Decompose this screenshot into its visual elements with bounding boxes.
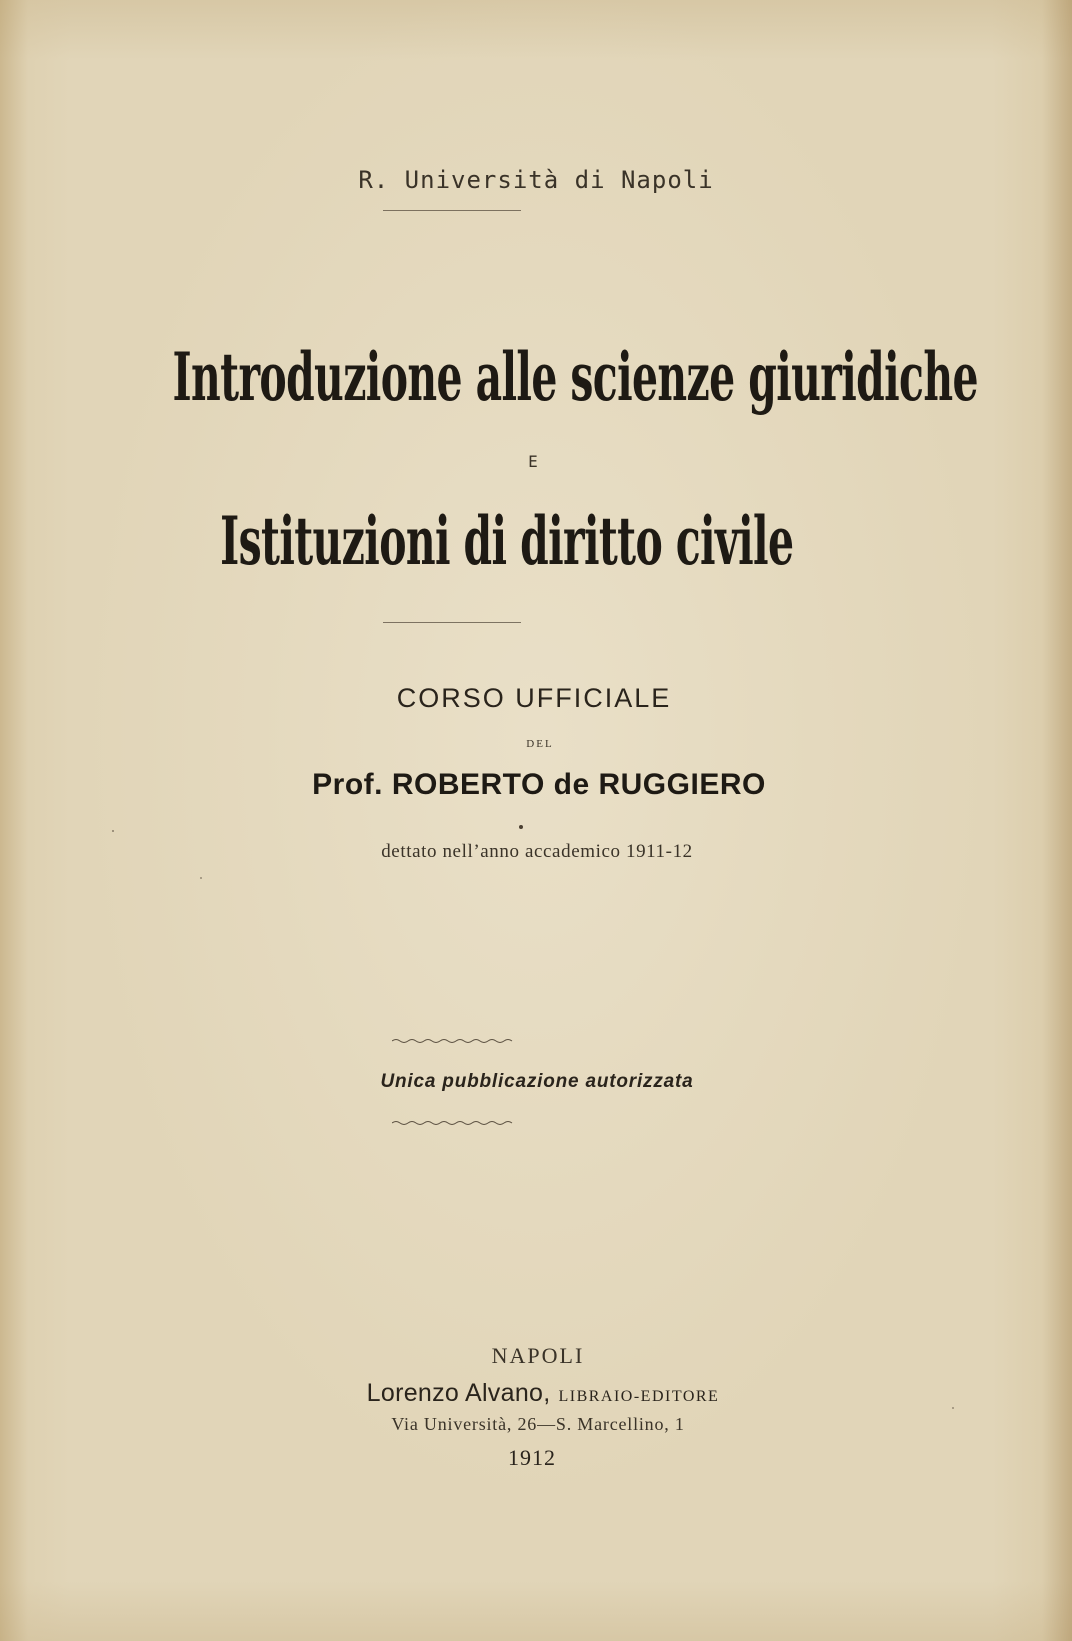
authorization-note: Unica pubblicazione autorizzata	[380, 1071, 694, 1092]
professor-name: Prof. ROBERTO de RUGGIERO	[312, 768, 766, 801]
header-rule	[383, 210, 521, 211]
preposition-label: DEL	[526, 738, 554, 750]
ink-speck	[200, 877, 202, 879]
title-line-1: Introduzione alle scienze giuridiche	[172, 338, 978, 416]
course-label: CORSO UFFICIALE	[396, 683, 672, 713]
dictated-note: dettato nell’anno accademico 1911-12	[381, 841, 693, 862]
imprint-publisher	[7, 1379, 1072, 1408]
wavy-rule-bottom	[392, 1119, 514, 1127]
title-conjunction: E	[528, 452, 538, 471]
ink-speck	[519, 825, 523, 829]
title-line-2: Istituzioni di diritto civile	[220, 502, 794, 580]
publisher-name: Lorenzo Alvano,	[366, 1379, 551, 1407]
imprint-city: NAPOLI	[491, 1343, 585, 1368]
imprint-address: Via Università, 26—S. Marcellino, 1	[391, 1414, 685, 1434]
institution-header: R. Università di Napoli	[358, 166, 714, 194]
ink-speck	[112, 830, 114, 832]
title-rule	[383, 622, 521, 623]
ink-speck	[952, 1407, 954, 1409]
imprint-year: 1912	[508, 1445, 556, 1470]
wavy-rule-top	[392, 1037, 514, 1045]
publisher-role: LIBRAIO-EDITORE	[558, 1388, 720, 1405]
